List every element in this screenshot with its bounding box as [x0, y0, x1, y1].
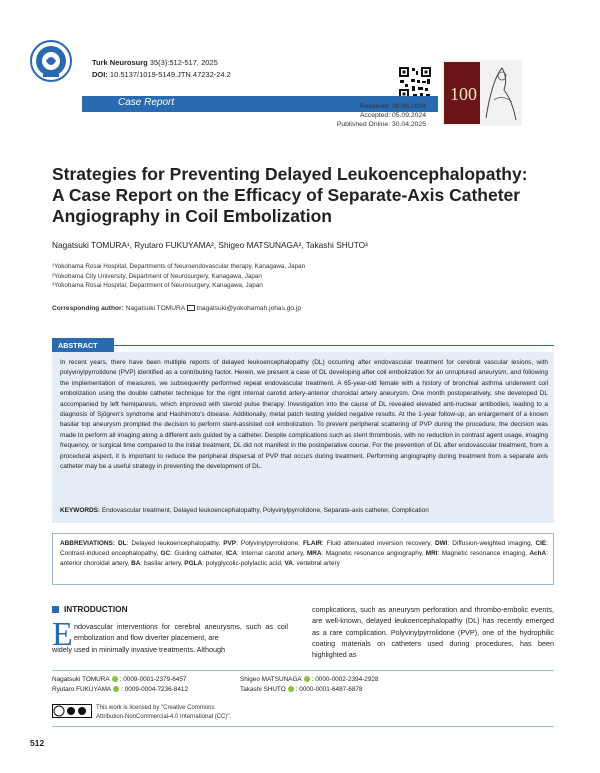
orcid-entry: Takashi SHUTO : 0000-0001-6487-6878 — [240, 686, 363, 693]
abstract-heading: ABSTRACT — [52, 338, 114, 352]
footer-divider — [52, 670, 554, 671]
license-line: Attribution-NonCommercial-4.0 International (CC)". — [96, 713, 232, 720]
abbreviation-term: ICA — [225, 550, 238, 558]
orcid-link[interactable]: 0000-0002-2394-2928 — [315, 676, 379, 683]
title-line: A Case Report on the Efficacy of Separate-Axis Catheter — [52, 185, 521, 205]
abbreviation-term: CIE — [535, 540, 547, 547]
abbreviations: ABBREVIATIONS: DL: Delayed leukoencephalopathy, PVP: Polyvinylpyrrolidone, FLAIR: Fluid attenuated inversion recovery, DWI: Diffusion-weighted imaging, CIE: Contrast-induced encephalopathy, GC: Guiding catheter, ICA: Internal carotid artery, MRA: Magnetic resonance angiography, MRI: Magnetic resonance imaging, AchA: anterior choroidal artery, BA: basilar artery, PGLA: polyglycolic-polylactic acid, VA: vertebral artery — [60, 540, 548, 568]
affiliation: ¹Yokohama Rosai Hospital, Departments of Neuroendovascular therapy, Kanagawa, Japan — [52, 263, 306, 270]
license-text — [96, 704, 231, 721]
journal-reference: Turk Neurosurg 35(3):512-517, 2025 — [92, 58, 218, 67]
abbreviation-term: MRA — [306, 550, 322, 558]
anniversary-cover-image — [442, 60, 522, 126]
article-title — [52, 164, 552, 227]
abbreviation-term: PVP — [223, 540, 237, 547]
section-marker-icon — [52, 606, 59, 613]
abbreviation-term: PGLA — [184, 560, 203, 568]
published-date: Published Online: 30.04.2025 — [336, 121, 426, 128]
license-line: This work is licensed by "Creative Commons — [96, 705, 215, 711]
affiliation: ³Yokohama Rosai Hospital, Department of Neurosurgery, Kanagawa, Japan — [52, 282, 263, 290]
abbreviation-term: MRI — [425, 550, 438, 558]
abbreviation-definition: : Delayed leukoencephalopathy, — [126, 540, 224, 547]
abbreviation-term: DL — [118, 540, 127, 547]
orcid-entry: Ryutaro FUKUYAMA : 0009-0004-7236-8412 — [52, 686, 189, 693]
drop-cap: E — [52, 616, 73, 653]
orcid-link[interactable]: 0000-0001-6487-6878 — [299, 686, 363, 693]
abbreviation-definition: : anterior choroidal artery, — [60, 550, 548, 568]
doi[interactable]: DOI: 10.5137/1019-5149.JTN.47232-24.2 — [92, 70, 231, 79]
email-link[interactable]: tnagatsuki@yokohamah.johas.go.jp — [194, 305, 301, 312]
journal-logo-icon — [30, 40, 72, 82]
abstract-text: In recent years, there have been multiple reports of delayed leukoencephalopathy (DL) occurring after endovascular treatment for cerebral vascular lesions, with polyvinylpyrrolidone (PVP) identified as a contributing factor. Herein, we present a case of DL developing after coil embolization for an unruptured aneurysm, and following the implementation of measures, we subsequently performed repeat endovascular treatment. A 65-year-old female with a history of bronchial asthma underwent coil embolization using the double catheter technique for the right internal carotid artery-anterior choroidal artery aneurysm. One month postoperatively, she developed DL accompanied by left hemiparesis, which improved with steroid pulse therapy. Investigation into the cause of DL revealed elevated anti-nuclear antibodies, leading to a diagnosis of Sjögren's syndrome and Hashimoto's disease. Additionally, metal patch testing yielded negative results. At the 1-year follow-up, an enlargement of a known basilar top aneurysm prompted the decision to perform stent-assisted coil embolization. To prevent peripheral scattering of PVP during the procedure, the decision was made to perform all imaging along a different axis guided by a catheter. Despite complications such as stent thrombosis, with no reduction in contrast agent usage, imaging frequency, or surgical time compared to the initial treatment, DL did not manifest in the postoperative course. For the prevention of DL after endovascular treatment, from a procedural aspect, it is important to reduce the peripheral dispersal of PVP that occurs during treatment. Performing angiography during treatment from a separate axis catheter may be a useful strategy in preventing the development of DL. — [60, 359, 548, 471]
title-line: Angiography in Coil Embolization — [52, 206, 332, 226]
orcid-icon — [113, 686, 119, 692]
abbreviation-term: BA — [131, 560, 141, 568]
title-line: Strategies for Preventing Delayed Leukoencephalopathy: — [52, 164, 528, 184]
orcid-entry: Nagatsuki TOMURA : 0009-0001-2379-6457 — [52, 676, 187, 683]
abbreviation-definition: : Magnetic resonance angiography, — [321, 550, 426, 558]
abbreviation-definition: : vertebral artery — [292, 560, 340, 568]
orcid-icon — [288, 686, 294, 692]
affiliations — [52, 262, 305, 291]
introduction-text-left-continued: widely used in minimally invasive treatments. Although — [52, 645, 225, 654]
abbreviation-definition: : Diffusion-weighted imaging, — [447, 540, 536, 547]
introduction-text-left: ndovascular interventions for cerebral aneurysms, such as coil embolization and flow diverter placement, are — [74, 622, 288, 643]
abbreviation-term: FLAIR — [302, 540, 322, 547]
abbreviation-term: DWI — [434, 540, 448, 547]
email-icon — [187, 305, 195, 311]
abbreviation-definition: : Fluid attenuated inversion recovery, — [321, 540, 435, 547]
abbreviation-definition: : polyglycolic-polylactic acid, — [202, 560, 285, 568]
abstract-divider — [114, 345, 554, 346]
orcid-icon — [304, 676, 310, 682]
author-list: Nagatsuki TOMURA¹, Ryutaro FUKUYAMA², Shigeo MATSUNAGA², Takashi SHUTO³ — [52, 240, 368, 250]
introduction-heading: INTRODUCTION — [64, 604, 128, 614]
abbreviation-definition: : Polyvinylpyrrolidone, — [236, 540, 303, 547]
orcid-link[interactable]: 0009-0001-2379-6457 — [123, 676, 187, 683]
abbreviation-definition: : Contrast-induced encephalopathy, — [60, 540, 548, 558]
abbreviation-definition: : Magnetic resonance imaging, — [437, 550, 530, 558]
svg-text:100: 100 — [450, 84, 477, 104]
abbreviation-definition: : Internal carotid artery, — [237, 550, 307, 558]
introduction-text-right: complications, such as aneurysm perforation and thrombo-embolic events, are well-known, delayed leukoencephalopathy (DL) has recently emerged as a rare complication. Polyvinylpyrrolidone (PVP), one of the hydrophilic coating materials on catheters used during procedures, has been highlighted as — [312, 605, 554, 660]
accepted-date: Accepted: 05.09.2024 — [359, 112, 426, 119]
abbreviation-term: VA — [284, 560, 293, 568]
keywords: KEYWORDS: Endovascular treatment, Delayed leukoencephalopathy, Polyvinylpyrrolidone, Separate-axis catheter, Complication — [60, 507, 429, 514]
creative-commons-icon — [52, 704, 92, 718]
orcid-icon — [112, 676, 118, 682]
affiliation: ²Yokohama City University, Department of Neurosurgery, Kanagawa, Japan — [52, 272, 262, 280]
abbreviation-definition: : basilar artery, — [140, 560, 185, 568]
orcid-link[interactable]: 0009-0004-7236-8412 — [124, 686, 189, 693]
corresponding-author: Corresponding author: Nagatsuki TOMURA tnagatsuki@yokohamah.johas.go.jp — [52, 305, 301, 312]
article-type: Case Report — [118, 97, 175, 108]
page-number: 512 — [30, 738, 45, 748]
abbreviation-definition: : Guiding catheter, — [170, 550, 226, 558]
received-date: Received: 28.06.2024 — [359, 103, 426, 110]
abbreviation-term: AchA — [529, 550, 547, 558]
abbreviation-term: GC — [160, 550, 171, 558]
bottom-divider — [52, 726, 554, 727]
orcid-entry: Shigeo MATSUNAGA : 0000-0002-2394-2928 — [240, 676, 379, 683]
publication-dates — [337, 102, 426, 129]
qr-code-icon — [398, 66, 432, 100]
